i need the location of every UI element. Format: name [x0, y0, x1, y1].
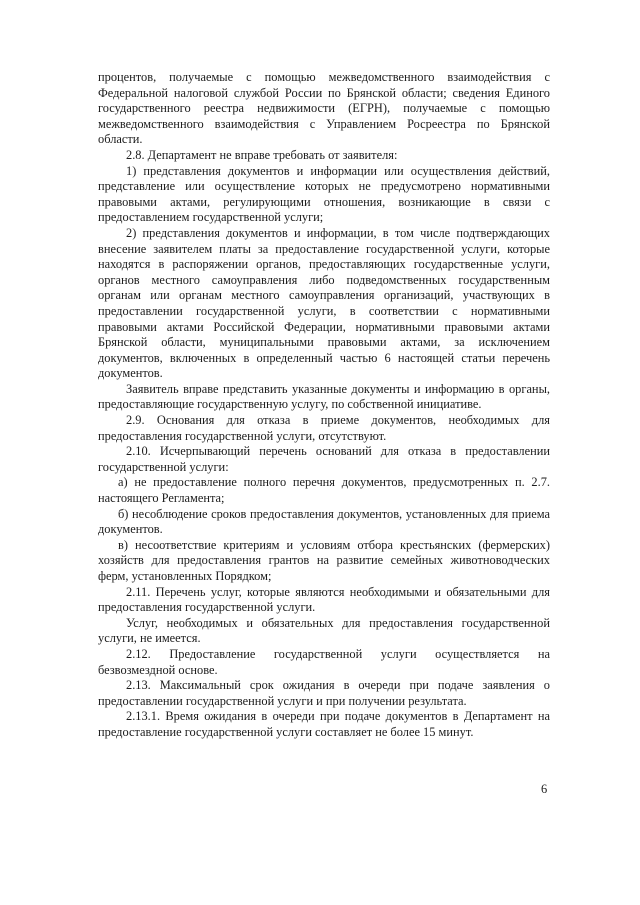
paragraph: в) несоответствие критериям и условиям отбора крестьянских (фермерских) хозяйств для предоставления грантов на развитие семейных животноводческих ферм, установленных Порядком;	[98, 537, 550, 583]
paragraph: процентов, получаемые с помощью межведомственного взаимодействия с Федеральной налоговой службой России по Брянской области; сведения Единого государственного реестра недвижимости (ЕГРН), получаемые с помощью межведомственного взаимодействия с Управлением Росреестра по Брянской области.	[98, 70, 550, 147]
paragraph: Услуг, необходимых и обязательных для предоставления государственной услуги, не имеется.	[98, 615, 550, 646]
paragraph: а) не предоставление полного перечня документов, предусмотренных п. 2.7. настоящего Регламента;	[98, 475, 550, 506]
paragraph: 1) представления документов и информации или осуществления действий, представление или осуществление которых не предусмотрено нормативными правовыми актами, регулирующими отношения, возникающие в связи с предоставлением государственной услуги;	[98, 163, 550, 225]
paragraph: 2.10. Исчерпывающий перечень оснований для отказа в предоставлении государственной услуги:	[98, 444, 550, 474]
page-number: 6	[541, 782, 548, 796]
document-body	[98, 70, 550, 741]
paragraph: 2) представления документов и информации, в том числе подтверждающих внесение заявителем платы за предоставление государственной услуги, которые находятся в распоряжении органов, предоставляющих государственные услуги, органов местного самоуправления либо подведомственных государственным органам или органам местного самоуправления организаций, участвующих в предоставлении государственной услуги, в соответствии с нормативными правовыми актами Российской Федерации, нормативными правовыми актами Брянской области, муниципальными правовыми актами, за исключением документов, включенных в определенный частью 6 настоящей статьи перечень документов.	[98, 225, 550, 381]
paragraph: 2.8. Департамент не вправе требовать от заявителя:	[126, 147, 398, 162]
paragraph: Заявитель вправе представить указанные документы и информацию в органы, предоставляющие государственную услугу, по собственной инициативе.	[98, 381, 550, 412]
paragraph: б) несоблюдение сроков предоставления документов, установленных для приема документов.	[98, 506, 550, 537]
paragraph: 2.13.1. Время ожидания в очереди при подаче документов в Департамент на предоставление государственной услуги составляет не более 15 минут.	[98, 709, 550, 739]
paragraph: 2.13. Максимальный срок ожидания в очереди при подаче заявления о предоставлении государственной услуги и при получении результата.	[98, 678, 550, 708]
paragraph: 2.11. Перечень услуг, которые являются необходимыми и обязательными для предоставления государственной услуги.	[98, 584, 550, 615]
paragraph: 2.12. Предоставление государственной услуги осуществляется на безвозмездной основе.	[98, 646, 550, 677]
paragraph: 2.9. Основания для отказа в приеме документов, необходимых для предоставления государственной услуги, отсутствуют.	[98, 413, 550, 443]
